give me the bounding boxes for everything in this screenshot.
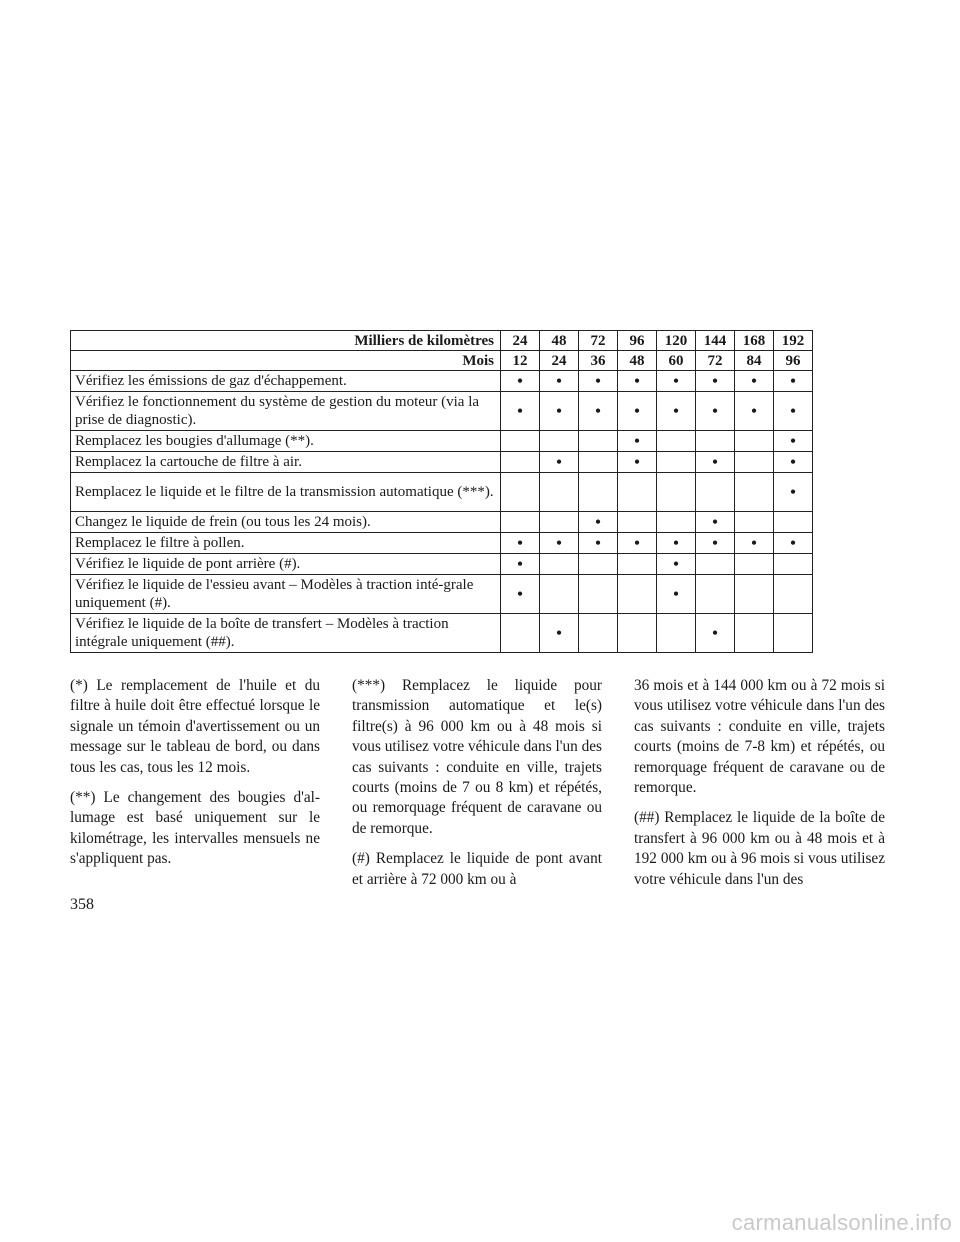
empty-cell <box>501 614 540 653</box>
notes-column-3 <box>634 676 885 900</box>
empty-cell <box>579 614 618 653</box>
empty-cell <box>735 473 774 512</box>
service-bullet: • <box>579 512 618 533</box>
note-transfer-case-fluid: (##) Remplacez le liquide de la boîte de transfert à 96 000 km ou à 48 mois et à 192 000 km ou à 96 mois si vous utilisez votre véhicule dans l'un des <box>634 809 885 888</box>
maintenance-item-label: Vérifiez le liquide de la boîte de transfert – Modèles à traction intégrale uniquement (##). <box>71 614 501 653</box>
maintenance-row <box>71 392 813 431</box>
service-bullet: • <box>657 371 696 392</box>
service-bullet: • <box>657 392 696 431</box>
empty-cell <box>618 473 657 512</box>
service-bullet: • <box>579 371 618 392</box>
empty-cell <box>735 575 774 614</box>
month-header-cell: 84 <box>735 351 774 371</box>
note-transmission-fluid: (***) Remplacez le liquide pour transmission automatique et le(s) filtre(s) à 96 000 km ou à 48 mois si vous utilisez votre véhicule dans l'un des cas suivants : conduite en ville, trajets courts (moins de 7 ou 8 km) et répétés, ou remorquage fréquent de caravane ou de remorque. <box>352 677 603 837</box>
service-bullet: • <box>657 533 696 554</box>
maintenance-row <box>71 452 813 473</box>
empty-cell <box>540 575 579 614</box>
service-bullet: • <box>696 512 735 533</box>
km-header-cell: 168 <box>735 331 774 351</box>
empty-cell <box>735 614 774 653</box>
note-axle-fluid: (#) Remplacez le liquide de pont avant et arrière à 72 000 km ou à <box>352 850 602 888</box>
empty-cell <box>618 554 657 575</box>
service-bullet: • <box>579 533 618 554</box>
service-bullet: • <box>696 452 735 473</box>
empty-cell <box>657 512 696 533</box>
maintenance-item-label: Remplacez la cartouche de filtre à air. <box>71 452 501 473</box>
service-bullet: • <box>696 392 735 431</box>
km-header-cell: 120 <box>657 331 696 351</box>
km-header-cell: 144 <box>696 331 735 351</box>
maintenance-row <box>71 575 813 614</box>
km-header-cell: 192 <box>774 331 813 351</box>
empty-cell <box>696 431 735 452</box>
empty-cell <box>735 512 774 533</box>
schedule-body <box>71 371 813 653</box>
empty-cell <box>657 473 696 512</box>
empty-cell <box>501 512 540 533</box>
empty-cell <box>501 452 540 473</box>
maintenance-item-label: Vérifiez les émissions de gaz d'échappement. <box>71 371 501 392</box>
empty-cell <box>540 473 579 512</box>
notes-column-1 <box>70 676 320 880</box>
service-bullet: • <box>540 452 579 473</box>
service-bullet: • <box>735 371 774 392</box>
notes-column-2 <box>352 676 602 900</box>
km-header-cell: 72 <box>579 331 618 351</box>
maintenance-row <box>71 512 813 533</box>
maintenance-row <box>71 554 813 575</box>
maintenance-item-label: Remplacez les bougies d'allumage (**). <box>71 431 501 452</box>
maintenance-item-label: Vérifiez le liquide de l'essieu avant – Modèles à traction inté-grale uniquement (#). <box>71 575 501 614</box>
empty-cell <box>735 452 774 473</box>
empty-cell <box>657 452 696 473</box>
maintenance-item-label: Changez le liquide de frein (ou tous les 24 mois). <box>71 512 501 533</box>
empty-cell <box>579 431 618 452</box>
empty-cell <box>696 575 735 614</box>
empty-cell <box>657 431 696 452</box>
empty-cell <box>618 512 657 533</box>
empty-cell <box>579 575 618 614</box>
month-header-cell: 24 <box>540 351 579 371</box>
watermark: carmanualsonline.info <box>731 1210 952 1235</box>
service-bullet: • <box>657 554 696 575</box>
empty-cell <box>540 431 579 452</box>
service-bullet: • <box>657 575 696 614</box>
month-header-cell: 36 <box>579 351 618 371</box>
service-bullet: • <box>618 533 657 554</box>
note-spark-plugs: (**) Le changement des bougies d'al-lumage est basé uniquement sur le kilométrage, les intervalles mensuels ne s'appliquent pas. <box>70 789 320 868</box>
service-bullet: • <box>540 614 579 653</box>
maintenance-row <box>71 533 813 554</box>
empty-cell <box>774 554 813 575</box>
service-bullet: • <box>696 533 735 554</box>
empty-cell <box>579 473 618 512</box>
km-header-label: Milliers de kilomètres <box>71 331 501 351</box>
service-bullet: • <box>540 533 579 554</box>
month-header-cell: 60 <box>657 351 696 371</box>
empty-cell <box>540 512 579 533</box>
service-bullet: • <box>501 575 540 614</box>
service-bullet: • <box>501 533 540 554</box>
maintenance-item-label: Remplacez le liquide et le filtre de la transmission automatique (***). <box>71 473 501 512</box>
km-header-cell: 24 <box>501 331 540 351</box>
empty-cell <box>618 575 657 614</box>
maintenance-row <box>71 431 813 452</box>
service-bullet: • <box>774 431 813 452</box>
month-header-cell: 12 <box>501 351 540 371</box>
service-bullet: • <box>501 554 540 575</box>
km-header-cell: 48 <box>540 331 579 351</box>
service-bullet: • <box>735 533 774 554</box>
empty-cell <box>579 554 618 575</box>
month-header-cell: 72 <box>696 351 735 371</box>
maintenance-item-label: Remplacez le filtre à pollen. <box>71 533 501 554</box>
service-bullet: • <box>540 371 579 392</box>
maintenance-item-label: Vérifiez le liquide de pont arrière (#). <box>71 554 501 575</box>
service-bullet: • <box>618 431 657 452</box>
maintenance-row <box>71 371 813 392</box>
empty-cell <box>696 554 735 575</box>
km-header-row <box>71 331 813 351</box>
note-axle-fluid-continued: 36 mois et à 144 000 km ou à 72 mois si vous utilisez votre véhicule dans l'un des cas suivants : conduite en ville, trajets courts (moins de 7-8 km) et répétés, ou remorquage fréquent de caravane ou de remorque. <box>634 677 885 797</box>
empty-cell <box>735 431 774 452</box>
empty-cell <box>696 473 735 512</box>
service-bullet: • <box>579 392 618 431</box>
note-oil-change: (*) Le remplacement de l'huile et du filtre à huile doit être effectué lorsque le signale un témoin d'avertissement ou un message sur le tableau de bord, ou dans tous les cas, tous les 12 mois. <box>70 677 320 776</box>
month-header-row <box>71 351 813 371</box>
empty-cell <box>540 554 579 575</box>
service-bullet: • <box>540 392 579 431</box>
service-bullet: • <box>774 473 813 512</box>
empty-cell <box>735 554 774 575</box>
month-header-cell: 48 <box>618 351 657 371</box>
service-bullet: • <box>774 392 813 431</box>
empty-cell <box>579 452 618 473</box>
empty-cell <box>774 614 813 653</box>
service-bullet: • <box>618 392 657 431</box>
maintenance-schedule-table <box>70 330 813 653</box>
maintenance-item-label: Vérifiez le fonctionnement du système de gestion du moteur (via la prise de diagnostic). <box>71 392 501 431</box>
empty-cell <box>618 614 657 653</box>
empty-cell <box>774 512 813 533</box>
service-bullet: • <box>696 614 735 653</box>
service-bullet: • <box>618 452 657 473</box>
month-header-cell: 96 <box>774 351 813 371</box>
page-number: 358 <box>70 896 94 913</box>
service-bullet: • <box>774 452 813 473</box>
service-bullet: • <box>774 533 813 554</box>
service-bullet: • <box>696 371 735 392</box>
service-bullet: • <box>774 371 813 392</box>
empty-cell <box>501 473 540 512</box>
month-header-label: Mois <box>71 351 501 371</box>
empty-cell <box>657 614 696 653</box>
service-bullet: • <box>618 371 657 392</box>
empty-cell <box>501 431 540 452</box>
service-bullet: • <box>735 392 774 431</box>
maintenance-row <box>71 614 813 653</box>
km-header-cell: 96 <box>618 331 657 351</box>
service-bullet: • <box>501 392 540 431</box>
service-bullet: • <box>501 371 540 392</box>
empty-cell <box>774 575 813 614</box>
maintenance-row <box>71 473 813 512</box>
